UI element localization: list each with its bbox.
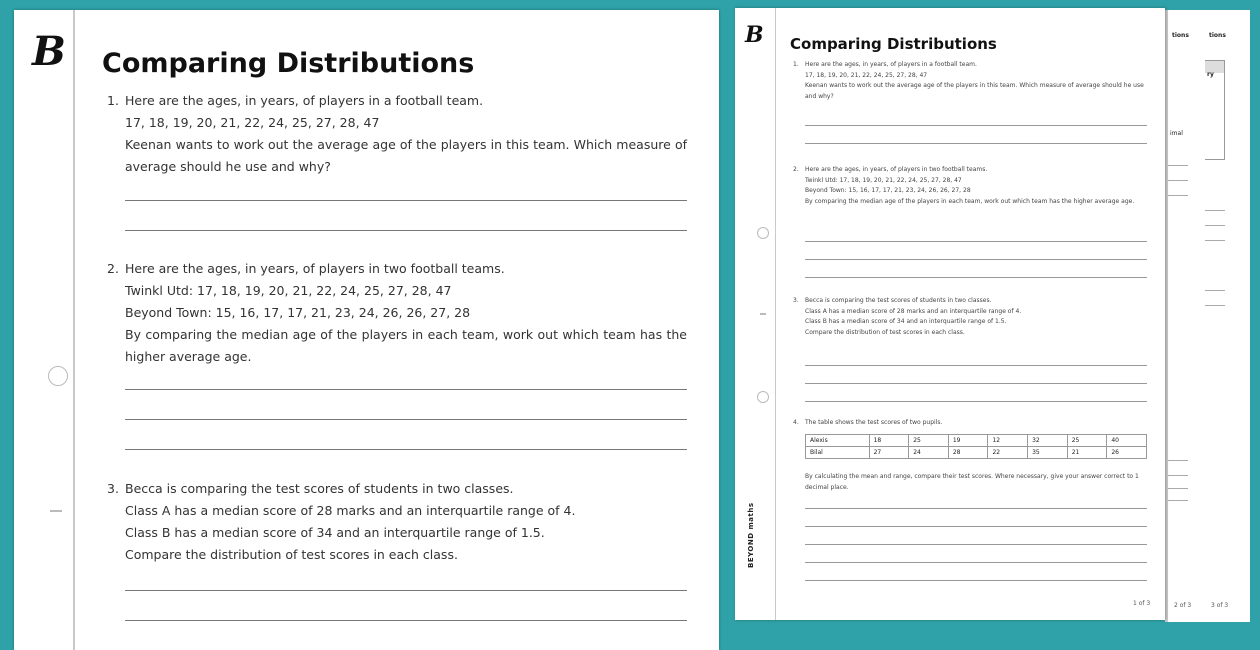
- page-2-title-fragment: tions: [1172, 32, 1189, 39]
- page-title: Comparing Distributions: [102, 48, 475, 79]
- answer-line: [125, 200, 687, 201]
- punch-hole: [757, 227, 769, 239]
- page-number-1: 1 of 3: [1133, 600, 1151, 607]
- punch-hole: [48, 366, 68, 386]
- page-number-3: 3 of 3: [1211, 602, 1229, 609]
- answer-line: [125, 449, 687, 450]
- beyond-logo: B: [745, 22, 764, 48]
- table-row: Bilal 27 24 28 22 35 21 26: [806, 447, 1147, 459]
- brand-text: BEYOND maths: [747, 502, 755, 568]
- answer-line: [125, 419, 687, 420]
- question-1: 1. Here are the ages, in years, of players in a football team. 17, 18, 19, 20, 21, 22, 24, 25, 27, 28, 47 Keenan wants to work out the average age of the players in this team. Which measure of average should he use and why?: [107, 93, 687, 174]
- punch-hole: [757, 391, 769, 403]
- beyond-logo: B: [32, 28, 66, 75]
- page-1-zoomed: [14, 10, 719, 650]
- fold-mark: [50, 510, 62, 512]
- table-row: Alexis 18 25 19 12 32 25 40: [806, 435, 1147, 447]
- answer-line: [125, 230, 687, 231]
- question-2: 2. Here are the ages, in years, of players in two football teams. Twinkl Utd: 17, 18, 19, 20, 21, 22, 24, 25, 27, 28, 47 Beyond Town: 15, 16, 17, 17, 21, 23, 24, 26, 26, 27, 28 By comparing the median age of the players in each team, work out which team has the higher average age.: [107, 261, 687, 364]
- answer-line: [125, 620, 687, 621]
- page-2-text-fragment: imal: [1170, 130, 1183, 137]
- page-2-preview: [1165, 10, 1205, 622]
- page-3-title-fragment: tions: [1209, 32, 1226, 39]
- answer-line: [125, 389, 687, 390]
- question-3: 3. Becca is comparing the test scores of students in two classes. Class A has a median score of 28 marks and an interquartile range of 4. Class B has a median score of 34 and an interquartile range of 1.5. Compare the distribution of test scores in each class.: [107, 481, 576, 562]
- scores-table: [805, 434, 1147, 459]
- margin-line: [73, 10, 75, 650]
- page-1-preview: B BEYOND maths Comparing Distributions 1. Here are the ages, in years, of players in a football team. 17, 18, 19, 20, 21, 22, 24, 25, 27, 28, 47 Keenan wants to work out the average age of the players in this team. Which measure of average should he use and why? 2. Here are the ages, in years, of players in two football teams. Twinkl Utd: 17, 18, 19, 20, 21, 22, 24, 25, 27, 28, 47 Beyond Town: 15, 16, 17, 17, 21, 23, 24, 26, 26, 27, 28 By comparing the median age of the players in each team, work out which team has the higher average age. 3. Becca is comparing the test scores of students in two classes. Class A has a median score of 28 marks and an interquartile range of 4. Class B has a median score of 34 and an interquartile range of 1.5. Compare the distribution of test scores in each class. 4. The table shows the test scores of two pupils. Alexis 18 25 19 12 32 25 40 Bilal 27 24 28 22 35 21 26 By calculating the mean and range, compare their test scores. Where necessary, give your answer correct to 1 decimal place. 1 of 3: [735, 8, 1165, 620]
- fold-mark: [760, 313, 766, 315]
- page-title: Comparing Distributions: [790, 35, 997, 53]
- page-number-2: 2 of 3: [1174, 602, 1192, 609]
- page-3-preview: [1200, 10, 1250, 622]
- answer-line: [125, 590, 687, 591]
- page-3-table-fragment: ry: [1203, 60, 1225, 160]
- margin-line: [775, 8, 776, 620]
